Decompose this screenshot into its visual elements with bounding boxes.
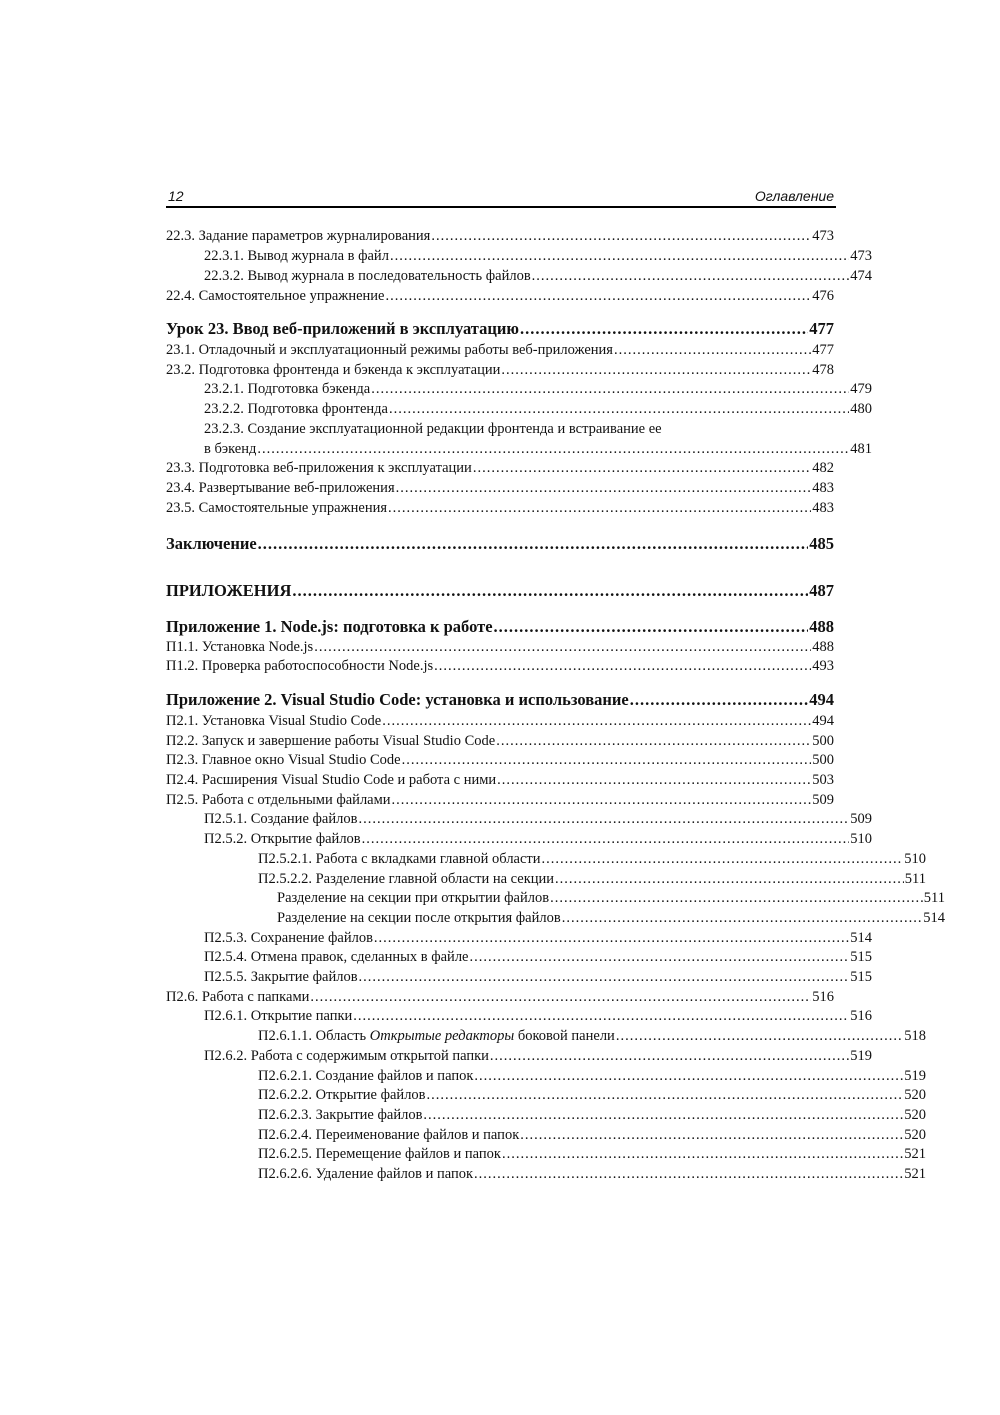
toc-entry: П2.4. Расширения Visual Studio Code и работа с ними ..... 503 [166,770,834,790]
toc-entry: П2.6.2.2. Открытие файлов ..... 520 [166,1085,926,1105]
page-number: 12 [168,188,184,204]
toc-entry: П2.5. Работа с отдельными файлами ..... 509 [166,790,834,810]
toc-entry: П2.5.2.2. Разделение главной области на секции ..... 511 [166,869,926,889]
toc-entry: П2.3. Главное окно Visual Studio Code ..... 500 [166,750,834,770]
toc-entry: П2.6.2.4. Переименование файлов и папок ..... 520 [166,1125,926,1145]
toc-entry: 23.4. Развертывание веб-приложения ..... 483 [166,478,834,498]
toc-entry: П2.5.2. Открытие файлов ..... 510 [166,829,872,849]
toc-entry: 23.2.2. Подготовка фронтенда ..... 480 [166,399,872,419]
toc-entry: П2.5.1. Создание файлов ..... 509 [166,809,872,829]
table-of-contents [166,0,945,1415]
toc-entry: 23.2.3. Создание эксплуатационной редакции фронтенда и встраивание ее [204,421,662,437]
toc-entry: П1.1. Установка Node.js ..... 488 [166,637,834,657]
toc-entry: 22.3.2. Вывод журнала в последовательность файлов ..... 474 [166,266,872,286]
toc-entry: Разделение на секции после открытия файлов ..... 514 [166,908,945,928]
toc-chapter: Приложение 1. Node.js: подготовка к работе ..... 488 [166,616,834,638]
toc-entry: П2.6. Работа с папками ..... 516 [166,987,834,1007]
toc-entry: П2.6.2.6. Удаление файлов и папок ..... 521 [166,1164,926,1184]
toc-entry: П2.6.2.1. Создание файлов и папок ..... 519 [166,1066,926,1086]
toc-entry: 22.3. Задание параметров журналирования ..... 473 [166,226,834,246]
toc-chapter: Заключение ..... 485 [166,533,834,555]
toc-entry: 22.3.1. Вывод журнала в файл ..... 473 [166,246,872,266]
toc-entry: П2.6.2. Работа с содержимым открытой папки ..... 519 [166,1046,872,1066]
toc-chapter: Урок 23. Ввод веб-приложений в эксплуатацию ..... 477 [166,318,834,340]
toc-entry: П2.6.2.3. Закрытие файлов ..... 520 [166,1105,926,1125]
toc-entry: 22.4. Самостоятельное упражнение ..... 476 [166,286,834,306]
toc-entry: П2.6.1. Открытие папки ..... 516 [166,1006,872,1026]
toc-entry-continuation: в бэкенд ..... 481 [166,439,872,459]
toc-entry: П2.5.2.1. Работа с вкладками главной области ..... 510 [166,849,926,869]
toc-entry: П2.6.2.5. Перемещение файлов и папок ..... 521 [166,1144,926,1164]
toc-entry: П2.6.1.1. Область Открытые редакторы боковой панели ..... 518 [166,1026,926,1046]
running-title: Оглавление [754,188,834,204]
toc-entry: Разделение на секции при открытии файлов ..... 511 [166,888,945,908]
toc-entry: 23.2.1. Подготовка бэкенда ..... 479 [166,379,872,399]
toc-entry: П2.1. Установка Visual Studio Code ..... 494 [166,711,834,731]
toc-chapter: ПРИЛОЖЕНИЯ ..... 487 [166,580,834,602]
toc-entry: П2.5.4. Отмена правок, сделанных в файле ..... 515 [166,947,872,967]
toc-chapter: Приложение 2. Visual Studio Code: установка и использование ..... 494 [166,689,834,711]
toc-entry: П1.2. Проверка работоспособности Node.js ..... 493 [166,656,834,676]
toc-entry: 23.5. Самостоятельные упражнения ..... 483 [166,498,834,518]
toc-entry: П2.5.3. Сохранение файлов ..... 514 [166,928,872,948]
toc-entry: П2.2. Запуск и завершение работы Visual Studio Code ..... 500 [166,731,834,751]
toc-entry: 23.2. Подготовка фронтенда и бэкенда к эксплуатации ..... 478 [166,360,834,380]
toc-entry: 23.3. Подготовка веб-приложения к эксплуатации ..... 482 [166,458,834,478]
toc-entry: П2.5.5. Закрытие файлов ..... 515 [166,967,872,987]
toc-entry: 23.1. Отладочный и эксплуатационный режимы работы веб-приложения ..... 477 [166,340,834,360]
